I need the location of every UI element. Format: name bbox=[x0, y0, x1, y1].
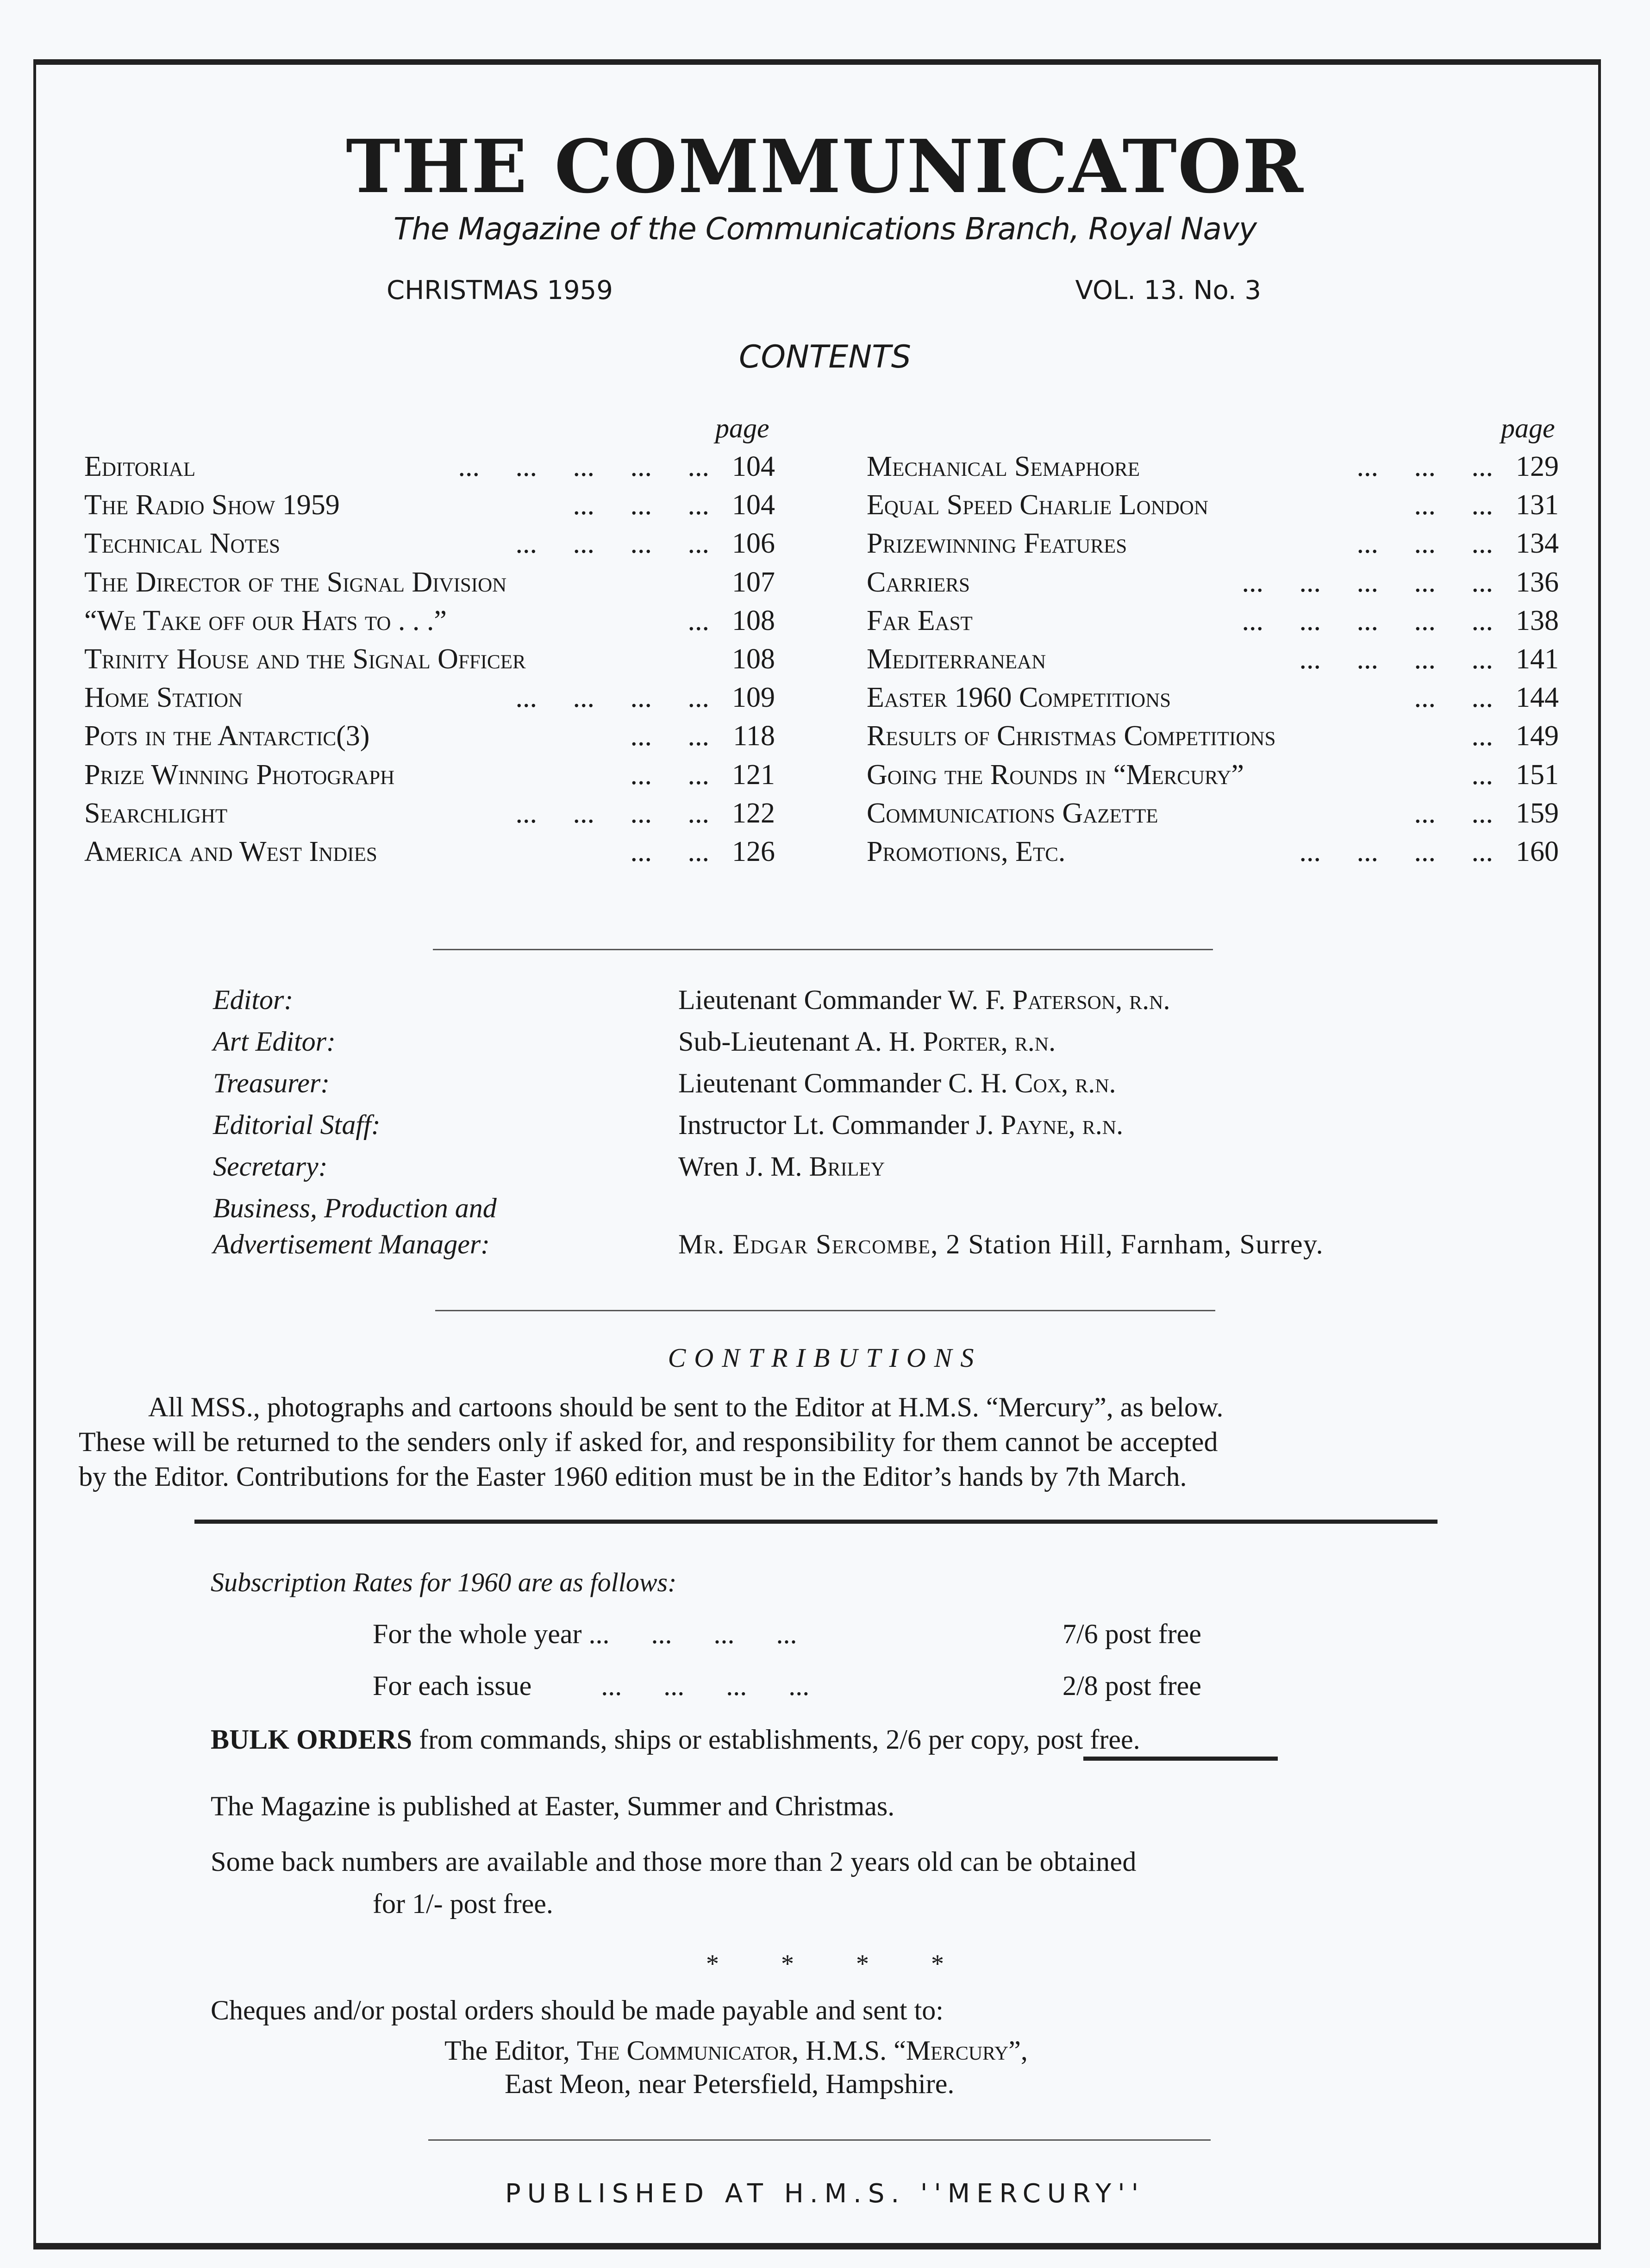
staff-name-part: Sub-Lieutenant A. H. bbox=[678, 1026, 923, 1057]
address-magazine-name: The Communicator, bbox=[576, 2035, 799, 2066]
staff-role: Art Editor: bbox=[213, 1026, 336, 1057]
divider-rule bbox=[435, 1310, 1215, 1311]
staff-role: Advertisement Manager: bbox=[213, 1229, 490, 1259]
contents-entry-title: America and West Indies bbox=[84, 836, 377, 867]
contents-entry-page: 107 bbox=[732, 566, 775, 598]
contents-entry-leader: ... ... bbox=[1414, 489, 1493, 521]
staff-name-part: Paterson, bbox=[1012, 984, 1123, 1015]
contents-entry-title: Mediterranean bbox=[867, 643, 1046, 675]
contents-heading: CONTENTS bbox=[739, 339, 911, 375]
rate-label-year: For the whole year ... ... ... ... bbox=[373, 1619, 797, 1649]
subscription-heading: Subscription Rates for 1960 are as follows: bbox=[211, 1567, 677, 1597]
issue-volume: VOL. 13. No. 3 bbox=[1075, 275, 1261, 305]
contents-entry-title: Home Station bbox=[84, 682, 243, 714]
contents-entry-leader: ... ... bbox=[630, 759, 709, 791]
contributions-line: These will be returned to the senders only if asked for, and responsibility for them cannot be accepted bbox=[79, 1427, 1218, 1457]
address-line-1 bbox=[444, 2037, 1028, 2064]
contents-entry-page: 136 bbox=[1516, 566, 1559, 598]
contents-entry bbox=[867, 564, 1559, 601]
address-text: H.M.S. bbox=[799, 2035, 894, 2066]
contents-entry-leader: ... ... bbox=[1414, 682, 1493, 714]
contents-entry bbox=[867, 602, 1559, 639]
staff-name-part: Instructor Lt. Commander J. bbox=[678, 1109, 1001, 1140]
rate-value-year: 7/6 post free bbox=[1062, 1619, 1201, 1649]
contents-entry bbox=[867, 717, 1559, 754]
contents-entry-leader: ... ... ... ... ... bbox=[1242, 566, 1493, 598]
contents-entry-page: 141 bbox=[1516, 643, 1559, 675]
contents-entry-page: 121 bbox=[732, 759, 775, 791]
staff-name bbox=[678, 1028, 1056, 1055]
staff-role: Secretary: bbox=[213, 1151, 328, 1182]
contents-entry-page: 144 bbox=[1516, 682, 1559, 714]
address-ship-name: “Mercury”, bbox=[894, 2035, 1028, 2066]
contents-entry-leader: ... ... ... bbox=[1356, 528, 1493, 560]
contents-entry-title: Prizewinning Features bbox=[867, 528, 1127, 560]
contents-entry bbox=[867, 756, 1559, 793]
page-column-label-left: page bbox=[715, 413, 769, 443]
contents-entry bbox=[867, 833, 1559, 870]
contents-entry-leader: ... ... ... ... bbox=[515, 528, 709, 560]
contents-entry-page: 104 bbox=[732, 451, 775, 482]
back-numbers-line: for 1/- post free. bbox=[373, 1888, 553, 1919]
contents-entry bbox=[84, 679, 775, 716]
contents-entry-page: 126 bbox=[732, 836, 775, 867]
contents-entry-title: Technical Notes bbox=[84, 528, 281, 560]
contents-entry-title: Equal Speed Charlie London bbox=[867, 489, 1208, 521]
staff-role: Treasurer: bbox=[213, 1068, 330, 1098]
contents-entry-page: 118 bbox=[733, 720, 775, 752]
divider-rule bbox=[433, 949, 1213, 950]
staff-name-part: Lieutenant Commander W. F. bbox=[678, 984, 1012, 1015]
contents-entry-page: 109 bbox=[732, 682, 775, 714]
thick-rule bbox=[194, 1520, 1438, 1524]
contents-entry-leader: ... ... ... bbox=[1356, 451, 1493, 482]
contents-entry-title: Communications Gazette bbox=[867, 797, 1158, 829]
contents-entry-leader: ... ... ... ... bbox=[1299, 836, 1493, 867]
contents-entry-leader: ... ... ... ... bbox=[1299, 643, 1493, 675]
contents-entry-leader: ... ... ... ... ... bbox=[458, 451, 709, 482]
staff-name-part: Cox, bbox=[1014, 1068, 1069, 1098]
contents-entry-title: Prize Winning Photograph bbox=[84, 759, 395, 791]
contents-entry bbox=[84, 717, 775, 754]
contents-entry bbox=[867, 448, 1559, 485]
contents-entry-leader: ... ... bbox=[1414, 797, 1493, 829]
contents-entry-title: Carriers bbox=[867, 566, 970, 598]
contents-entry-page: 108 bbox=[732, 604, 775, 636]
staff-name-part: r.n. bbox=[1068, 1068, 1116, 1098]
back-numbers-line: Some back numbers are available and those more than 2 years old can be obtained bbox=[211, 1846, 1137, 1877]
contents-entry bbox=[84, 795, 775, 832]
contents-entry-title: Going the Rounds in “Mercury” bbox=[867, 759, 1244, 791]
staff-role: Business, Production and bbox=[213, 1193, 497, 1223]
staff-name bbox=[678, 1230, 1324, 1258]
bulk-price-underline bbox=[1083, 1757, 1278, 1761]
staff-name-part: r.n. bbox=[1075, 1109, 1124, 1140]
contents-entry-title: Promotions, Etc. bbox=[867, 836, 1066, 867]
contents-entry-title: Searchlight bbox=[84, 797, 228, 829]
contributions-heading: CONTRIBUTIONS bbox=[668, 1343, 982, 1373]
rate-value-issue: 2/8 post free bbox=[1062, 1670, 1201, 1701]
staff-name-part: r.n. bbox=[1007, 1026, 1056, 1057]
address-line-2: East Meon, near Petersfield, Hampshire. bbox=[505, 2069, 955, 2099]
contents-entry-title: “We Take off our Hats to . . .” bbox=[84, 604, 447, 636]
staff-name-part: 2 Station Hill, Farnham, Surrey. bbox=[938, 1229, 1324, 1259]
publication-schedule: The Magazine is published at Easter, Summer and Christmas. bbox=[211, 1791, 895, 1821]
contents-entry bbox=[84, 486, 775, 523]
page-column-label-right: page bbox=[1501, 413, 1555, 443]
magazine-title: THE COMMUNICATOR bbox=[346, 124, 1304, 210]
contents-entry bbox=[867, 525, 1559, 562]
contents-entry-leader: ... ... ... bbox=[573, 489, 709, 521]
contents-entry bbox=[84, 564, 775, 601]
contents-entry-title: Trinity House and the Signal Officer bbox=[84, 643, 526, 675]
contents-entry bbox=[84, 641, 775, 678]
contents-entry-leader: ... bbox=[1471, 759, 1493, 791]
contents-entry-page: 108 bbox=[732, 643, 775, 675]
contents-entry-page: 149 bbox=[1516, 720, 1559, 752]
contents-entry-title: Pots in the Antarctic(3) bbox=[84, 720, 370, 752]
contents-entry-title: The Director of the Signal Division bbox=[84, 566, 507, 598]
contents-entry bbox=[84, 448, 775, 485]
bulk-orders-label: BULK ORDERS bbox=[211, 1724, 412, 1755]
contents-entry-page: 160 bbox=[1516, 836, 1559, 867]
contents-entry-title: Mechanical Semaphore bbox=[867, 451, 1140, 482]
staff-name-part: Briley bbox=[809, 1151, 885, 1182]
contents-entry bbox=[867, 641, 1559, 678]
divider-rule bbox=[428, 2139, 1211, 2141]
staff-name bbox=[678, 986, 1170, 1014]
contents-entry-page: 129 bbox=[1516, 451, 1559, 482]
contents-entry bbox=[84, 602, 775, 639]
contents-entry-leader: ... ... ... ... bbox=[515, 682, 709, 714]
rate-label-issue: For each issue ... ... ... ... bbox=[373, 1670, 810, 1701]
contents-entry-title: Easter 1960 Competitions bbox=[867, 682, 1171, 714]
staff-name-part: Wren J. M. bbox=[678, 1151, 809, 1182]
magazine-subtitle: The Magazine of the Communications Branch, Royal Navy bbox=[393, 211, 1257, 247]
address-text: The Editor, bbox=[444, 2035, 577, 2066]
contents-entry-page: 106 bbox=[732, 528, 775, 560]
contents-entry bbox=[867, 679, 1559, 716]
staff-name bbox=[678, 1111, 1123, 1139]
contents-entry-title: Editorial bbox=[84, 451, 196, 482]
contents-entry-leader: ... bbox=[1471, 720, 1493, 752]
contents-entry-title: Results of Christmas Competitions bbox=[867, 720, 1276, 752]
contents-entry bbox=[867, 795, 1559, 832]
contents-entry-title: The Radio Show 1959 bbox=[84, 489, 340, 521]
staff-role: Editorial Staff: bbox=[213, 1109, 381, 1140]
staff-name bbox=[678, 1069, 1116, 1097]
staff-name-part: Lieutenant Commander C. H. bbox=[678, 1068, 1015, 1098]
contents-entry bbox=[867, 486, 1559, 523]
staff-name-part: r.n. bbox=[1122, 984, 1170, 1015]
contents-entry-leader: ... ... bbox=[630, 720, 709, 752]
contents-entry-page: 131 bbox=[1516, 489, 1559, 521]
contents-entry-leader: ... bbox=[688, 604, 709, 636]
staff-role: Editor: bbox=[213, 984, 294, 1015]
staff-name bbox=[678, 1153, 885, 1180]
contents-entry-page: 151 bbox=[1516, 759, 1559, 791]
contents-entry-title: Far East bbox=[867, 604, 973, 636]
contents-entry bbox=[84, 756, 775, 793]
contents-entry-page: 104 bbox=[732, 489, 775, 521]
bulk-orders-text: from commands, ships or establishments, 2/6 per copy, post free. bbox=[412, 1724, 1140, 1755]
contents-entry-page: 122 bbox=[732, 797, 775, 829]
published-at-footer: PUBLISHED AT H.M.S. ''MERCURY'' bbox=[505, 2179, 1145, 2209]
contributions-line: All MSS., photographs and cartoons should be sent to the Editor at H.M.S. “Mercury”, as below. bbox=[148, 1392, 1224, 1422]
contents-entry bbox=[84, 833, 775, 870]
section-stars: * * * * bbox=[706, 1950, 944, 1978]
contents-entry bbox=[84, 525, 775, 562]
contents-entry-leader: ... ... ... ... bbox=[515, 797, 709, 829]
staff-name-part: Payne, bbox=[1000, 1109, 1075, 1140]
contents-entry-leader: ... ... bbox=[630, 836, 709, 867]
cheques-line: Cheques and/or postal orders should be made payable and sent to: bbox=[211, 1995, 944, 2025]
contents-entry-page: 134 bbox=[1516, 528, 1559, 560]
staff-name-part: Porter, bbox=[923, 1026, 1008, 1057]
contents-entry-leader: ... ... ... ... ... bbox=[1242, 604, 1493, 636]
contributions-line: by the Editor. Contributions for the Easter 1960 edition must be in the Editor’s hands by 7th March. bbox=[79, 1461, 1187, 1492]
contents-entry-page: 159 bbox=[1516, 797, 1559, 829]
issue-date: CHRISTMAS 1959 bbox=[387, 275, 613, 305]
bulk-orders-line bbox=[211, 1726, 1140, 1753]
staff-name-part: Mr. Edgar Sercombe, bbox=[678, 1229, 938, 1259]
contents-entry-page: 138 bbox=[1516, 604, 1559, 636]
